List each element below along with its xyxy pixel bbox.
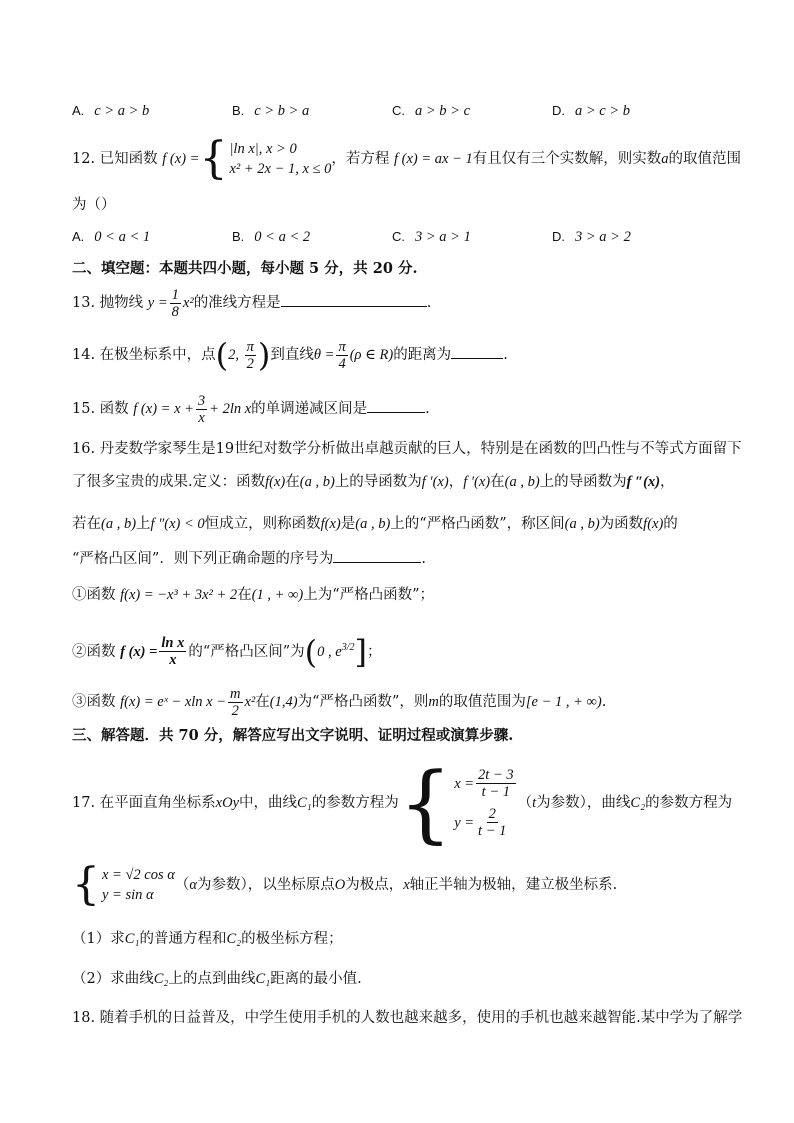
piecewise-cases: |ln x|, x > 0 x² + 2x − 1, x ≤ 0	[229, 141, 332, 177]
fraction: $\frac{1}{8}$	[171, 286, 179, 320]
fraction: $\frac{\pi}{2}$	[246, 338, 254, 372]
fraction: $\frac{2}{t - 1}$	[478, 806, 507, 839]
q12-option-b: B. 0 < a < 2	[232, 229, 311, 245]
answer-blank[interactable]	[367, 398, 425, 413]
q17-part2: （2）求曲线C₂上的点到曲线C₁距离的最小值.	[72, 971, 362, 987]
q16-item3: ③函数 f(x) = eˣ − xln x − $\frac{m}{2}$ x²在(1,4)为“严格凸函数”，则m的取值范围为[e − 1 , + ∞).	[72, 685, 607, 719]
q16-line4: “严格凸区间”．则下列正确命题的序号为 .	[72, 547, 734, 571]
q12-option-a: A. 0 < a < 1	[72, 229, 151, 245]
q14: 14. 在极坐标系中，点(2, $\frac{\pi}{2}$ )到直线θ = $\frac{\pi}{4}$ (ρ ∈ R)的距离为 .	[72, 336, 508, 374]
answer-blank[interactable]	[281, 292, 427, 307]
q11-option-a: A. c > a > b	[72, 103, 150, 119]
q16-line3: 若在(a , b)上f ″(x) < 0恒成立，则称函数f(x)是(a , b)上的“严格凸函数”，称区间(a , b)为函数f(x)的	[72, 516, 678, 532]
q13: 13. 抛物线 y = $\frac{1}{8}$ x²的准线方程是 .	[72, 286, 432, 320]
case-brace: {	[199, 133, 228, 184]
q16-line2: 了很多宝贵的成果.定义：函数f(x)在(a , b)上的导函数为f ′(x)，f ′(x)在(a , b)上的导函数为f ″(x)，	[72, 474, 675, 490]
q11-option-b: B. c > b > a	[232, 103, 310, 119]
case-brace: {	[72, 859, 100, 910]
q17-c2-params: { x = √2 cos α y = sin α （α为参数），以坐标原点O为极点，x轴正半轴为极轴，建立极坐标系.	[72, 859, 618, 910]
section-answer-heading: 三、解答题．共 70 分，解答应写出文字说明、证明过程或演算步骤.	[72, 727, 514, 744]
case-brace: {	[398, 754, 453, 852]
answer-blank[interactable]	[333, 548, 421, 563]
fraction: $\frac{3}{x}$	[197, 392, 206, 426]
q18-stem: 18. 随着手机的日益普及，中学生使用手机的人数也越来越多，使用的手机也越来越智能.某中学为了解学	[72, 1010, 743, 1026]
q15: 15. 函数 f (x) = x + $\frac{3}{x}$ + 2ln x的单调递减区间是 .	[72, 392, 430, 426]
fraction: $\frac{2t - 3}{t - 1}$	[478, 767, 514, 800]
q12-option-c: C. 3 > a > 1	[392, 229, 471, 245]
parametric-c1: x = $\frac{2t - 3}{t - 1}$ y = $\frac{2}{t - 1}$	[454, 767, 514, 839]
fraction: $\frac{m}{2}$	[230, 685, 241, 719]
q12-option-d: D. 3 > a > 2	[552, 229, 631, 245]
q17-stem: 17. 在平面直角坐标系xOy中，曲线C₁的参数方程为{ x = $\frac{2t - 3}{t - 1}$ y = $\frac{2}{t - 1}$ （t为参数），曲线C₂的参数方程为	[72, 754, 733, 852]
parametric-c2: x = √2 cos α y = sin α	[102, 867, 175, 903]
q16-line1: 16. 丹麦数学家琴生是19世纪对数学分析做出卓越贡献的巨人，特别是在函数的凹凸性与不等式方面留下	[72, 441, 742, 457]
fraction: $\frac{\pi}{4}$	[338, 338, 346, 372]
q11-option-d: D. a > c > b	[552, 103, 631, 119]
q16-item1: ①函数 f(x) = −x³ + 3x² + 2在(1 , + ∞)上为“严格凸函数”；	[72, 587, 435, 603]
q12-stem: 12. 已知函数 f (x) ={ |ln x|, x > 0 x² + 2x − 1, x ≤ 0 ，若方程 f (x) = ax − 1有且仅有三个实数解，则实数a的取值范围	[72, 133, 741, 184]
q12-options	[72, 225, 712, 249]
q11-option-c: C. a > b > c	[392, 103, 471, 119]
q17-part1: （1）求C₁的普通方程和C₂的极坐标方程；	[72, 931, 343, 947]
answer-blank[interactable]	[451, 344, 503, 359]
fraction: $\frac{\text{ln x}}{x}$	[161, 635, 185, 669]
q12-stem-line2: 为（）	[72, 197, 116, 213]
q11-options	[72, 99, 712, 123]
section-fill-in-heading: 二、填空题：本题共四小题，每小题 5 分，共 20 分.	[72, 260, 418, 277]
q16-item2: ②函数 f (x) = $\frac{\text{ln x}}{x}$ 的“严格凸区间”为(0 , $e^{3/2}$]；	[72, 632, 382, 671]
